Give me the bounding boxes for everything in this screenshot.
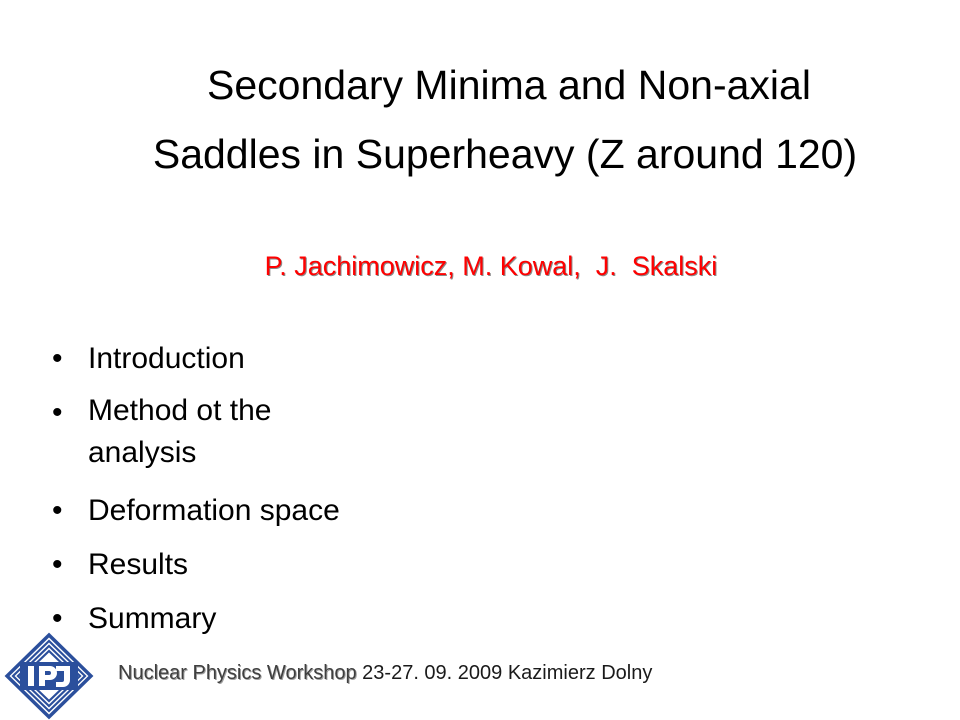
outline-item-label: Introduction [88,342,245,375]
outline-item-method [52,390,472,474]
bullet: • [52,494,63,527]
bullet: • [52,602,63,635]
footer-dates-place: 23-27. 09. 2009 Kazimierz Dolny [356,662,653,684]
outline-item-summary [52,596,472,642]
slide-title [60,52,950,187]
footer-workshop: Nuclear Physics Workshop [118,662,357,684]
bullet: • [52,548,63,581]
title-line-1: Secondary Minima and Non-axial [207,62,811,108]
outline-item-deformation-space [52,488,472,534]
footer [118,660,652,686]
authors-line: P. Jachimowicz, M. Kowal, J. Skalski [264,251,718,281]
bullet: • [52,342,63,375]
bullet: • [52,396,63,429]
outline-item-label: Deformation space [88,494,340,527]
outline-item-label: Method ot the analysis [88,394,272,469]
outline-item-introduction [52,336,472,382]
ipj-logo-icon [4,632,94,720]
outline-item-results [52,542,472,588]
outline-item-label: Results [88,548,189,581]
title-line-2: Saddles in Superheavy (Z around 120) [152,131,858,177]
outline-list [52,336,472,650]
outline-item-label: Summary [88,602,217,635]
